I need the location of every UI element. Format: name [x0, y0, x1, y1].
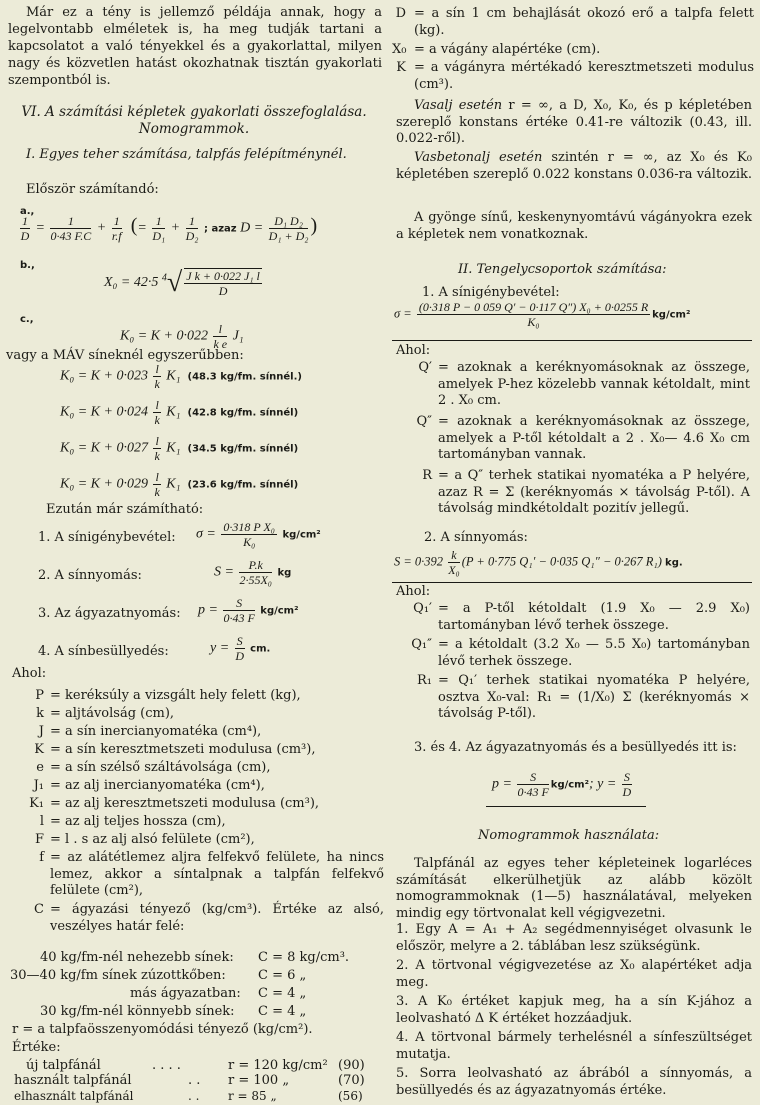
- vasbeton-label: Vasbetonalj esetén: [414, 150, 543, 165]
- q-definitions: [392, 360, 752, 530]
- c-value-4-label: 30 kg/fm-nél könnyebb sínek:: [40, 1004, 235, 1019]
- label-c: c.,: [20, 314, 34, 325]
- def-value: = a Q″ terhek statikai nyomatéka a P helyére, azaz R = Σ (keréknyomás × távolság P-től). A távolság mindkétoldalt pozitív jellegű.: [438, 468, 750, 516]
- def-value: = a vágányra mértékadó keresztmetszeti modulus (cm³).: [414, 60, 754, 92]
- item-4-equation: y = $\frac{S}{D}$ cm.: [210, 634, 271, 663]
- def-key: Q₁″: [411, 637, 432, 652]
- def-key: R: [422, 468, 432, 483]
- def-key: X₀: [392, 42, 407, 57]
- def-key: Q₁′: [413, 601, 432, 616]
- def-value: = a sín szélső száltávolsága (cm),: [50, 760, 271, 775]
- c-value-2-label: 30—40 kg/fm sínek zúzottkőben:: [10, 968, 226, 983]
- def-key: K: [34, 742, 44, 757]
- def-value: = aljtávolság (cm),: [50, 706, 175, 721]
- nomogram-steps: [392, 922, 752, 1098]
- def-value: = azoknak a keréknyomásoknak az összege, amelyek P-hez közelebb vannak kétoldalt, mint 2 . X₀ cm.: [438, 360, 750, 408]
- def-value: = Q₁′ terhek statikai nyomatéka P helyére, osztva X₀-val: R₁ = (1/X₀) Σ (keréknyomás × távolság P-től).: [438, 673, 750, 721]
- r-value-1: r = 120 kg/cm²: [228, 1058, 328, 1073]
- def-key: K: [396, 60, 406, 75]
- r-value-1-dots: . . . .: [152, 1058, 181, 1073]
- def-key: l: [39, 814, 44, 829]
- vasalj-paragraph: [396, 98, 752, 148]
- r-value-3-soft: (56): [338, 1089, 363, 1103]
- item-4-unit: cm.: [250, 643, 271, 655]
- item-1-unit: kg/cm²: [282, 529, 321, 541]
- subsection-text: I. Egyes teher számítása, talpfás felépítménynél.: [26, 147, 347, 162]
- def-key: Q″: [416, 414, 432, 429]
- r-value-2: r = 100 „: [228, 1073, 290, 1088]
- def-value: = az alj keresztmetszeti modulusa (cm³),: [50, 796, 320, 811]
- label-b: b.,: [20, 260, 35, 271]
- r-value-3-label: elhasznált talpfánál: [14, 1089, 134, 1103]
- nomogram-intro: Talpfánál az egyes teher képleteinek logarléces számítását elkerülhetjük az alább közölt nomogrammoknak (1—5) használatával, melyeken mindig egy törtvonalat kell végigvezetni.: [396, 856, 752, 921]
- r-value-2-soft: (70): [338, 1073, 365, 1088]
- sigma-unit: kg/cm²: [652, 309, 691, 321]
- ahol-label: Ahol:: [12, 666, 47, 681]
- def-key: Q′: [418, 360, 432, 375]
- step-4: 4. A törtvonal bármely terhelésnél a sínfeszültséget mutatja.: [396, 1030, 752, 1062]
- def-value: = l . s az alj alsó felülete (cm²),: [50, 832, 255, 847]
- item-2-unit: kg: [277, 567, 292, 579]
- r-value-2-dots: . .: [188, 1073, 201, 1088]
- definitions-list: [4, 688, 386, 948]
- item-3-equation: p = $\frac{S}{0\cdot 43 F}$ kg/cm²: [198, 596, 299, 625]
- ahol-label-right-2: Ahol:: [396, 584, 431, 599]
- c-value-4: C = 4 „: [258, 1004, 307, 1019]
- item-1-label: 1. A sínigénybevétel:: [38, 530, 176, 545]
- def-key: R₁: [417, 673, 432, 688]
- def-value: = ágyazási tényező (kg/cm³). Értéke az alsó, veszélyes határ felé:: [50, 902, 384, 934]
- mav-note-2: (42.8 kg/fm. sínnél): [187, 407, 299, 419]
- def-value: = azoknak a keréknyomásoknak az összege, amelyek a P-től kétoldalt a 2 . X₀— 4.6 X₀ cm tartományban vannak.: [438, 414, 750, 462]
- then-calc-label: Ezután már számítható:: [46, 502, 204, 517]
- def-value: = a sín inercianyomatéka (cm⁴),: [50, 724, 262, 739]
- top-definitions: [392, 6, 756, 96]
- first-calc-label: Először számítandó:: [26, 182, 159, 197]
- def-value: = az alj inercianyomatéka (cm⁴),: [50, 778, 265, 793]
- r-value-3: r = 85 „: [228, 1089, 277, 1103]
- def-key: J: [38, 724, 44, 739]
- r-value-1-soft: (90): [338, 1058, 365, 1073]
- subsection-title: [8, 146, 382, 163]
- def-key: k: [36, 706, 44, 721]
- vasalj-text: r = ∞, a D, X₀, K₀, és p képletében szereplő konstans értéke 0.41-re változik (0.43, ill. 0.022-ről).: [396, 98, 752, 146]
- step-2: 2. A törtvonal végigvezetése az X₀ alapértéket adja meg.: [396, 958, 752, 990]
- label-a: a.,: [20, 206, 35, 217]
- def-key: F: [34, 832, 44, 847]
- r-definition: r = a talpfaösszenyomódási tényező (kg/cm²).: [12, 1022, 313, 1037]
- def-key: C: [34, 902, 44, 917]
- section-2-item-2: 2. A sínnyomás:: [424, 530, 528, 545]
- def-value: = az alátétlemez aljra felfekvő felülete, ha nincs lemez, akkor a síntalpnak a talpfán felfekvő felülete (cm²),: [50, 850, 384, 898]
- def-key: f: [39, 850, 44, 865]
- ahol-label-right: Ahol:: [396, 343, 431, 358]
- c-value-1: C = 8 kg/cm³.: [258, 950, 350, 965]
- divider: [392, 340, 752, 341]
- item-4-label: 4. A sínbesüllyedés:: [38, 644, 169, 659]
- step-3: 3. A K₀ értéket kapjuk meg, ha a sín K-jához a leolvasható Δ K értéket hozzáadjuk.: [396, 994, 752, 1026]
- r-value-1-label: új talpfánál: [26, 1058, 101, 1073]
- def-value: = a kétoldalt (3.2 X₀ — 5.5 X₀) tartományban lévő terhek összege.: [438, 637, 750, 669]
- divider-3: [486, 806, 646, 807]
- section-2-title: II. Tengelycsoportok számítása:: [458, 262, 667, 277]
- equation-a: $\frac{1}{D}$ = $\frac{1}{0\cdot 43 F.C}$ + $\frac{1}{r.f}$ (= $\frac{1}{\text{D₁}}$ + $\frac{1}{\text{D₂}}$ ; azaz D = $\frac{\text{D₁ D₂}}{\text{D₁ + D₂}}$ ): [20, 214, 318, 243]
- divider-2: [392, 582, 752, 583]
- def-value: = a P-től kétoldalt (1.9 X₀ — 2.9 X₀) tartományban lévő terhek összege.: [438, 601, 750, 633]
- step-1: 1. Egy A = A₁ + A₂ segédmennyiséget olvasunk le először, melyre a 2. táblában lesz szükségünk.: [396, 922, 752, 954]
- def-key: P: [35, 688, 44, 703]
- q1-definitions: [392, 601, 752, 741]
- intro-paragraph: Már ez a tény is jellemző példája annak, hogy a legelvontabb elméletek is, ha meg tudják tartani a kapcsolatot a való tényekkel és a gyakorlattal, milyen nagy és közvetlen hatást okozhatnak tisztán gyakorlati szempontból is.: [8, 5, 382, 88]
- c-value-3: C = 4 „: [258, 986, 307, 1001]
- section-2-item-34: 3. és 4. Az ágyazatnyomás és a besüllyedés itt is:: [414, 740, 737, 755]
- vasalj-label: Vasalj esetén: [414, 98, 503, 113]
- item-2-label: 2. A sínnyomás:: [38, 568, 142, 583]
- item-3-label: 3. Az ágyazatnyomás:: [38, 606, 181, 621]
- item-3-unit: kg/cm²: [260, 605, 299, 617]
- py-equation: p = $\frac{S}{0\cdot 43 F}$ kg/cm²; y = $\frac{S}{D}$: [492, 770, 632, 799]
- gyonge-paragraph: A gyönge sínű, keskenynyomtávú vágányokra ezek a képletek nem vonatkoznak.: [396, 210, 752, 242]
- mav-equation-1: K₀ = K + 0·023 $\frac{l}{k}$ K₁ (48.3 kg/fm. sínnél.): [60, 362, 302, 391]
- item-2-equation: S = $\frac{P.k}{\text{2·55X₀}}$ kg: [214, 558, 292, 587]
- mav-equation-4: K₀ = K + 0·029 $\frac{l}{k}$ K₁ (23.6 kg/fm. sínnél): [60, 470, 299, 499]
- vasbeton-text: szintén r = ∞, az X₀ és K₀ képletében szereplő 0.022 konstans 0.036-ra változik.: [396, 150, 753, 182]
- step-5: 5. Sorra leolvasható az ábrából a sínnyomás, a besüllyedés és az ágyazatnyomás értéke.: [396, 1066, 752, 1098]
- def-value: = a sín keresztmetszeti modulusa (cm³),: [50, 742, 316, 757]
- c-value-3-label: más ágyazatban:: [130, 986, 241, 1001]
- mav-note-1: (48.3 kg/fm. sínnél.): [187, 371, 302, 383]
- def-key: J₁: [33, 778, 44, 793]
- def-value: = keréksúly a vizsgált hely felett (kg),: [50, 688, 301, 703]
- section-title: VI. A számítási képletek gyakorlati összefoglalása. Nomogrammok.: [21, 104, 367, 137]
- def-key: K₁: [29, 796, 44, 811]
- s-equation: S = 0·392 $\frac{k}{\text{X₀}}$ (P + 0·775 Q₁′ − 0·035 Q₁″ − 0·267 R₁) kg.: [394, 548, 683, 577]
- sigma-equation: σ = $\frac{\text{(0·318 P − 0 059 Q′ − 0·117 Q″) X₀ + 0·0255 R}}{\text{K₀}}$ kg/cm²: [394, 300, 691, 329]
- r-value-2-label: használt talpfánál: [14, 1073, 132, 1088]
- erteke-label: Értéke:: [12, 1040, 61, 1055]
- c-value-1-label: 40 kg/fm-nél nehezebb sínek:: [40, 950, 234, 965]
- vasbeton-paragraph: [396, 150, 752, 183]
- def-key: e: [36, 760, 44, 775]
- section-2-item-1: 1. A sínigénybevétel:: [422, 285, 560, 300]
- def-value: = az alj teljes hossza (cm),: [50, 814, 226, 829]
- equation-b: X₀ = 42·5 $^4$√ $\frac{\text{J k + 0·022 J₁ l}}{D}$: [104, 266, 260, 298]
- mav-note-3: (34.5 kg/fm. sínnél): [187, 443, 299, 455]
- nomogram-title: Nomogrammok használata:: [478, 828, 660, 843]
- mav-equation-3: K₀ = K + 0·027 $\frac{l}{k}$ K₁ (34.5 kg/fm. sínnél): [60, 434, 299, 463]
- equation-c: K₀ = K + 0·022 $\frac{l}{\text{k e}}$ J₁: [120, 322, 244, 351]
- r-value-3-dots: . .: [188, 1089, 200, 1103]
- mav-equation-2: K₀ = K + 0·024 $\frac{l}{k}$ K₁ (42.8 kg/fm. sínnél): [60, 398, 299, 427]
- def-value: = a sín 1 cm behajlását okozó erő a talpfa felett (kg).: [414, 6, 754, 38]
- item-1-equation: σ = $\frac{\text{0·318 P X₀}}{\text{K₀}}$ kg/cm²: [196, 520, 321, 549]
- c-value-2: C = 6 „: [258, 968, 307, 983]
- def-value: = a vágány alapértéke (cm).: [414, 42, 601, 57]
- mav-intro: vagy a MÁV síneknél egyszerűbben:: [6, 348, 244, 363]
- def-key: D: [395, 6, 406, 21]
- mav-note-4: (23.6 kg/fm. sínnél): [187, 479, 299, 491]
